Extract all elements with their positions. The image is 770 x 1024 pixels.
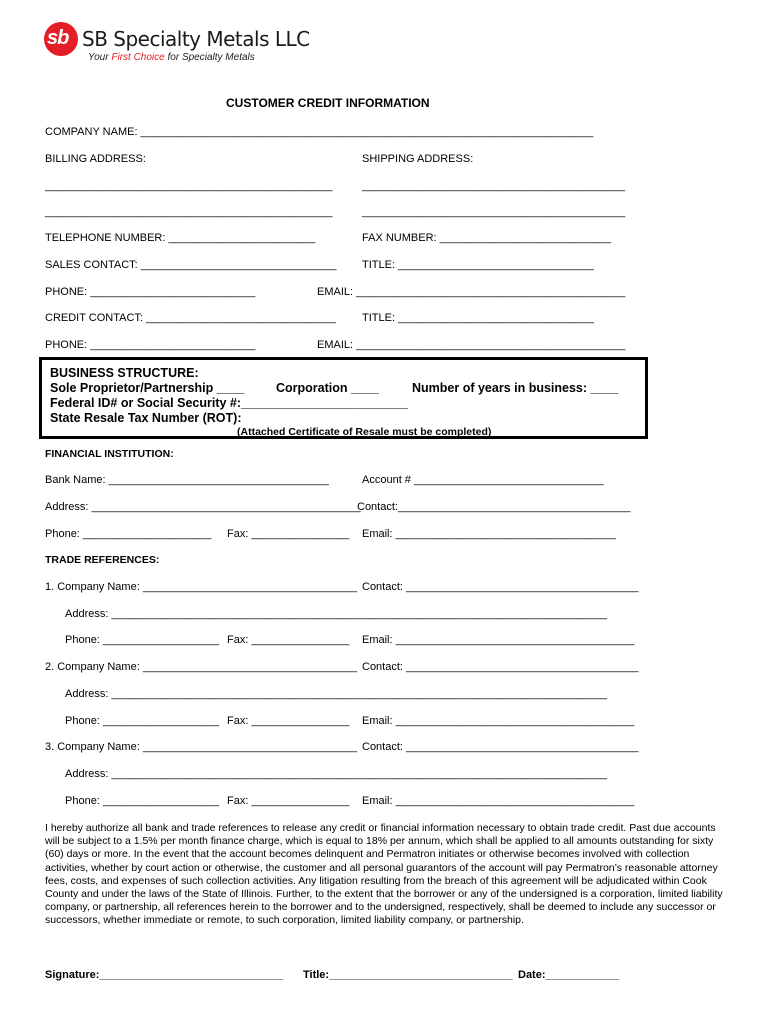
authorization-paragraph: I hereby authorize all bank and trade references to release any credit or financial information necessary to obtain trade credit. Past due accounts will be subject to a 1.5% per month finance charge, which is equal to 18% per annum, which shall be applied to all amounts outstanding for sixty (60) days or more. In the event that the account becomes delinquent and Permatron initiates or otherwise becomes involved with collection activities, whether by court action or otherwise, the customer and all personal guarantors of the account will pay Permatron’s reasonable attorney fees, costs, and expenses of such collection activities. Any litigation resulting from the breach of this agreement will be adjudicated within Cook County and under the laws of the State of Illinois. Further, to the extent that the borrower or any of the undersigned is a corporation, limited liability company, or partnership, all references herein to the borrower and to the undersigned, respectively, shall be deemed to include any successor or successors, whether immediate or remote, to such corporation, limited liability company, or partnership.	[45, 822, 723, 927]
sales-title-field[interactable]: TITLE: ________________________________	[362, 259, 594, 271]
sales-phone-field[interactable]: PHONE: ___________________________	[45, 286, 256, 298]
trade-references-heading: TRADE REFERENCES:	[45, 554, 160, 566]
trade-ref-3-address[interactable]: Address: _________________________________________________________________________________	[65, 768, 607, 780]
bank-contact-field[interactable]: Contact:______________________________________	[357, 501, 631, 513]
trade-ref-2-phone[interactable]: Phone: ___________________	[65, 715, 220, 727]
trade-ref-3-contact[interactable]: Contact: ______________________________________	[362, 741, 639, 753]
signature-date-field[interactable]: Date:____________	[518, 969, 619, 981]
credit-contact-field[interactable]: CREDIT CONTACT: _______________________________	[45, 312, 336, 324]
billing-address-label: BILLING ADDRESS:	[45, 153, 146, 165]
shipping-address-label: SHIPPING ADDRESS:	[362, 153, 474, 165]
corporation-field[interactable]: Corporation ____	[276, 381, 379, 395]
shipping-address-line-1[interactable]: ___________________________________________	[362, 180, 626, 192]
company-name-field[interactable]: COMPANY NAME: __________________________________________________________________________	[45, 126, 594, 138]
logo-tagline: Your First Choice for Specialty Metals	[88, 52, 255, 63]
company-logo-name: SB Specialty Metals LLC	[82, 27, 310, 51]
years-in-business-field[interactable]: Number of years in business: ____	[412, 381, 619, 395]
logo-mark	[44, 22, 78, 56]
resale-tax-number-field[interactable]: State Resale Tax Number (ROT):	[50, 411, 242, 425]
shipping-address-line-2[interactable]: ___________________________________________	[362, 206, 626, 218]
credit-title-field[interactable]: TITLE: ________________________________	[362, 312, 594, 324]
financial-institution-heading: FINANCIAL INSTITUTION:	[45, 448, 174, 460]
bank-name-field[interactable]: Bank Name: ____________________________________	[45, 474, 329, 486]
trade-ref-1-email[interactable]: Email: _______________________________________	[362, 634, 635, 646]
trade-ref-2-contact[interactable]: Contact: ______________________________________	[362, 661, 639, 673]
bank-phone-field[interactable]: Phone: _____________________	[45, 528, 212, 540]
billing-address-line-2[interactable]: _______________________________________________	[45, 206, 333, 218]
trade-ref-2-address[interactable]: Address: _________________________________________________________________________________	[65, 688, 607, 700]
trade-ref-3-phone[interactable]: Phone: ___________________	[65, 795, 220, 807]
signature-title-field[interactable]: Title:______________________________	[303, 969, 513, 981]
telephone-field[interactable]: TELEPHONE NUMBER: ________________________	[45, 232, 316, 244]
trade-ref-1-phone[interactable]: Phone: ___________________	[65, 634, 220, 646]
trade-ref-2-company[interactable]: 2. Company Name: ___________________________________	[45, 661, 357, 673]
bank-address-field[interactable]: Address: ____________________________________________	[45, 501, 361, 513]
trade-ref-1-contact[interactable]: Contact: ______________________________________	[362, 581, 639, 593]
trade-ref-1-address[interactable]: Address: _________________________________________________________________________________	[65, 608, 607, 620]
trade-ref-2-fax[interactable]: Fax: ________________	[227, 715, 350, 727]
account-number-field[interactable]: Account # _______________________________	[362, 474, 604, 486]
signature-field[interactable]: Signature:______________________________	[45, 969, 283, 981]
fax-field[interactable]: FAX NUMBER: ____________________________	[362, 232, 611, 244]
resale-certificate-note: (Attached Certificate of Resale must be completed)	[237, 426, 492, 438]
sole-proprietor-field[interactable]: Sole Proprietor/Partnership ____	[50, 381, 245, 395]
bank-email-field[interactable]: Email: ____________________________________	[362, 528, 616, 540]
credit-phone-field[interactable]: PHONE: ___________________________	[45, 339, 256, 351]
credit-email-field[interactable]: EMAIL: ____________________________________________	[317, 339, 626, 351]
sales-contact-field[interactable]: SALES CONTACT: ________________________________	[45, 259, 337, 271]
logo-mark-text: sb	[47, 27, 69, 49]
bank-fax-field[interactable]: Fax: ________________	[227, 528, 350, 540]
trade-ref-3-fax[interactable]: Fax: ________________	[227, 795, 350, 807]
federal-id-field[interactable]: Federal ID# or Social Security #:________________________	[50, 396, 408, 410]
page-title: CUSTOMER CREDIT INFORMATION	[226, 96, 430, 110]
billing-address-line-1[interactable]: _______________________________________________	[45, 180, 333, 192]
trade-ref-3-email[interactable]: Email: _______________________________________	[362, 795, 635, 807]
business-structure-heading: BUSINESS STRUCTURE:	[50, 366, 199, 380]
sales-email-field[interactable]: EMAIL: ____________________________________________	[317, 286, 626, 298]
trade-ref-2-email[interactable]: Email: _______________________________________	[362, 715, 635, 727]
trade-ref-1-company[interactable]: 1. Company Name: ___________________________________	[45, 581, 357, 593]
trade-ref-1-fax[interactable]: Fax: ________________	[227, 634, 350, 646]
trade-ref-3-company[interactable]: 3. Company Name: ___________________________________	[45, 741, 357, 753]
